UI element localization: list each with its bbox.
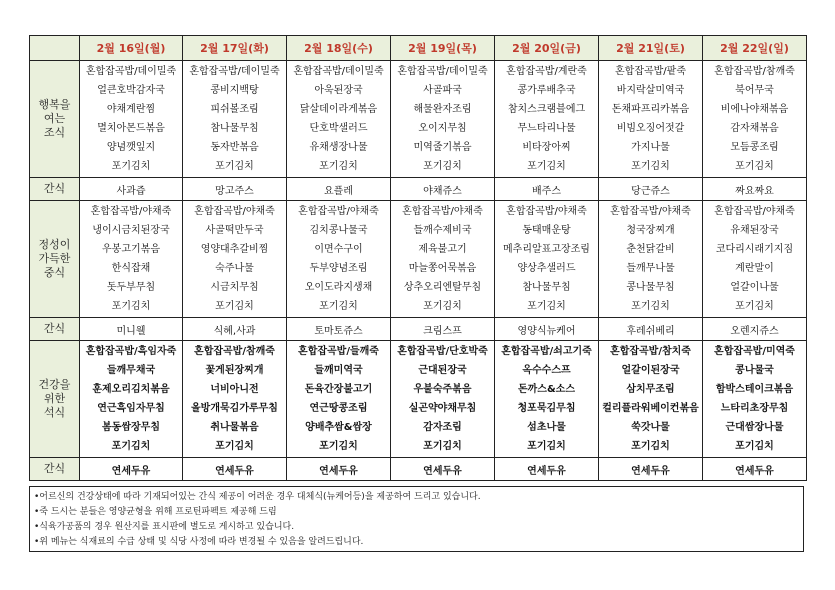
row-label-text: 행복을 여는 조식 xyxy=(38,98,71,139)
menu-item: 혼합잡곡밥/흑임자죽 xyxy=(85,346,177,357)
menu-item: 근대쌈장나물 xyxy=(725,422,784,433)
menu-item: 포기김치 xyxy=(215,161,254,172)
snack-cell: 연세두유 xyxy=(287,458,391,481)
menu-item: 양상추샐러드 xyxy=(517,263,576,274)
snack-row-1 xyxy=(30,178,807,201)
breakfast-cell xyxy=(183,61,287,178)
menu-item: 포기김치 xyxy=(111,301,151,312)
menu-item: 혼합잡곡밥/야채죽 xyxy=(714,206,795,217)
menu-item: 포기김치 xyxy=(631,301,670,312)
menu-item: 영양대추갈비찜 xyxy=(200,244,269,255)
lunch-cell xyxy=(287,201,391,318)
menu-item: 코다리시래기지짐 xyxy=(715,244,794,255)
menu-item: 포기김치 xyxy=(735,301,774,312)
row-label-snack: 간식 xyxy=(30,458,80,481)
menu-item: 혼합잡곡밥/참치죽 xyxy=(610,346,691,357)
snack-cell: 영양식뉴케어 xyxy=(495,318,599,341)
snack-cell: 미니웰 xyxy=(80,318,183,341)
menu-item: 마늘쫑어묵볶음 xyxy=(408,263,477,274)
menu-item: 피쉬볼조림 xyxy=(210,104,259,115)
menu-item: 돈육간장불고기 xyxy=(304,384,373,395)
menu-item: 꽃게된장찌개 xyxy=(205,365,264,376)
snack-cell: 요플레 xyxy=(287,178,391,201)
menu-item: 닭살데이라게볶음 xyxy=(299,104,378,115)
menu-item: 섬초나물 xyxy=(527,422,566,433)
menu-item: 쑥갓나물 xyxy=(631,422,670,433)
row-label-dinner xyxy=(30,341,80,458)
menu-item: 참나물무침 xyxy=(210,123,259,134)
snack-cell: 연세두유 xyxy=(599,458,703,481)
menu-item: 포기김치 xyxy=(735,441,774,452)
menu-item: 얼갈이나물 xyxy=(730,282,779,293)
dinner-cell xyxy=(495,341,599,458)
menu-item: 두부양념조림 xyxy=(309,263,368,274)
lunch-cell xyxy=(703,201,807,318)
menu-item: 상추오리엔탈무침 xyxy=(403,282,482,293)
menu-item: 제육불고기 xyxy=(418,244,467,255)
menu-item: 포기김치 xyxy=(215,441,254,452)
menu-item: 아욱된장국 xyxy=(314,85,363,96)
note-line: •죽 드시는 분들은 영양균형을 위해 프로틴파펙트 제공해 드림 xyxy=(34,507,277,517)
menu-item: 비빔오징어젓갈 xyxy=(616,123,685,134)
snack-cell: 연세두유 xyxy=(183,458,287,481)
menu-item: 포기김치 xyxy=(423,441,462,452)
menu-item: 무느타리나물 xyxy=(517,123,576,134)
menu-item: 이면수구이 xyxy=(314,244,363,255)
menu-item: 봄동쌈장무침 xyxy=(102,422,160,433)
row-label-text: 정성이 가득한 중식 xyxy=(38,238,71,279)
menu-item: 혼합잡곡밥/야채죽 xyxy=(298,206,379,217)
menu-item: 올방개묵김가루무침 xyxy=(191,403,278,414)
menu-item: 참치스크램블에그 xyxy=(507,104,586,115)
dinner-cell xyxy=(599,341,703,458)
note-line: •위 메뉴는 식재료의 수급 상태 및 식당 사정에 따라 변경될 수 있음을 알려드립니다. xyxy=(34,537,364,547)
menu-item: 혼합잡곡밥/참깨죽 xyxy=(714,66,795,77)
day-header: 2월 20일(금) xyxy=(495,36,599,61)
menu-item: 동자반볶음 xyxy=(210,142,259,153)
menu-item: 돈까스&소스 xyxy=(517,384,576,395)
menu-item: 포기김치 xyxy=(423,161,462,172)
menu-item: 혼합잡곡밥/데이밀죽 xyxy=(397,66,488,77)
menu-item: 사골파국 xyxy=(423,85,462,96)
note-line: •어르신의 건강상태에 따라 기재되어있는 간식 제공이 어려운 경우 대체식(뉴케어등)을 제공하여 드리고 있습니다. xyxy=(34,492,481,502)
menu-item: 훈제오리김치볶음 xyxy=(92,384,170,395)
day-header: 2월 18일(수) xyxy=(287,36,391,61)
corner-cell xyxy=(30,36,80,61)
menu-item: 양배추쌈&쌈장 xyxy=(305,422,372,433)
menu-item: 멸치아몬드볶음 xyxy=(97,123,165,134)
lunch-cell xyxy=(80,201,183,318)
menu-item: 혼합잡곡밥/데이밀죽 xyxy=(293,66,384,77)
snack-cell: 연세두유 xyxy=(80,458,183,481)
menu-item: 연근흑임자무침 xyxy=(97,403,165,414)
menu-item: 들깨수제비국 xyxy=(413,225,472,236)
menu-item: 컬리플라워베이컨볶음 xyxy=(602,403,699,414)
menu-item: 동태매운탕 xyxy=(522,225,571,236)
menu-item: 혼합잡곡밥/야채죽 xyxy=(402,206,483,217)
menu-item: 콩가루배추국 xyxy=(517,85,576,96)
dinner-cell xyxy=(80,341,183,458)
menu-item: 삼치무조림 xyxy=(626,384,675,395)
snack-cell: 망고주스 xyxy=(183,178,287,201)
snack-cell: 연세두유 xyxy=(495,458,599,481)
breakfast-cell xyxy=(80,61,183,178)
breakfast-cell xyxy=(599,61,703,178)
menu-item: 사골떡만두국 xyxy=(205,225,264,236)
menu-item: 연근땅콩조림 xyxy=(309,403,368,414)
menu-item: 포기김치 xyxy=(527,161,566,172)
menu-item: 춘천닭갈비 xyxy=(626,244,675,255)
menu-item: 포기김치 xyxy=(527,441,566,452)
menu-item: 모듬콩조림 xyxy=(730,142,779,153)
snack-cell: 연세두유 xyxy=(703,458,807,481)
row-label-snack: 간식 xyxy=(30,178,80,201)
menu-item: 포기김치 xyxy=(111,441,151,452)
menu-item: 포기김치 xyxy=(319,441,358,452)
menu-item: 콩나물국 xyxy=(735,365,774,376)
dinner-row xyxy=(30,341,807,458)
dinner-cell xyxy=(703,341,807,458)
menu-item: 시금치무침 xyxy=(210,282,259,293)
menu-item: 포기김치 xyxy=(423,301,462,312)
lunch-cell xyxy=(495,201,599,318)
menu-item: 혼합잡곡밥/데이밀죽 xyxy=(189,66,280,77)
menu-item: 들깨무채국 xyxy=(106,365,156,376)
notes-box xyxy=(29,486,804,552)
menu-item: 돈채파프리카볶음 xyxy=(611,104,690,115)
menu-item: 너비아니전 xyxy=(210,384,259,395)
day-header: 2월 22일(일) xyxy=(703,36,807,61)
lunch-cell xyxy=(599,201,703,318)
menu-item: 미역줄기볶음 xyxy=(413,142,472,153)
menu-item: 혼합잡곡밥/참깨죽 xyxy=(194,346,275,357)
menu-item: 느타리초장무침 xyxy=(720,403,789,414)
menu-item: 북어무국 xyxy=(735,85,774,96)
menu-item: 우불숙주볶음 xyxy=(413,384,472,395)
menu-item: 비에나야채볶음 xyxy=(720,104,789,115)
menu-item: 냉이시금치된장국 xyxy=(92,225,170,236)
menu-item: 돗두부무침 xyxy=(106,282,156,293)
menu-item: 양념깻잎지 xyxy=(106,142,156,153)
note-line: •식육가공품의 경우 원산지를 표시판에 별도로 게시하고 있습니다. xyxy=(34,522,295,532)
menu-item: 혼합잡곡밥/야채죽 xyxy=(90,206,172,217)
dinner-cell xyxy=(183,341,287,458)
menu-item: 함박스테이크볶음 xyxy=(715,384,794,395)
menu-item: 들깨미역국 xyxy=(314,365,363,376)
breakfast-cell xyxy=(391,61,495,178)
menu-item: 실곤약야채무침 xyxy=(408,403,477,414)
menu-item: 가지나물 xyxy=(631,142,670,153)
snack-cell: 짜요짜요 xyxy=(703,178,807,201)
menu-item: 취나물볶음 xyxy=(210,422,259,433)
menu-item: 얼갈이된장국 xyxy=(621,365,680,376)
row-label-breakfast xyxy=(30,61,80,178)
menu-item: 혼합잡곡밥/야채죽 xyxy=(194,206,275,217)
menu-item: 청포묵김무침 xyxy=(517,403,576,414)
lunch-cell xyxy=(391,201,495,318)
breakfast-row xyxy=(30,61,807,178)
lunch-cell xyxy=(183,201,287,318)
menu-item: 포기김치 xyxy=(735,161,774,172)
menu-item: 혼합잡곡밥/데이밀죽 xyxy=(85,66,177,77)
snack-cell: 오렌지쥬스 xyxy=(703,318,807,341)
snack-row-2 xyxy=(30,318,807,341)
snack-cell: 후레쉬베리 xyxy=(599,318,703,341)
menu-item: 우봉고기볶음 xyxy=(102,244,160,255)
menu-item: 청국장찌개 xyxy=(626,225,675,236)
menu-item: 계란말이 xyxy=(735,263,774,274)
menu-item: 감자조림 xyxy=(423,422,462,433)
menu-item: 포기김치 xyxy=(319,161,358,172)
menu-item: 오이도라지생채 xyxy=(304,282,373,293)
header-row xyxy=(30,36,807,61)
menu-item: 야채계란찜 xyxy=(106,104,156,115)
snack-cell: 당근쥬스 xyxy=(599,178,703,201)
snack-cell: 토마토쥬스 xyxy=(287,318,391,341)
menu-item: 유채생장나물 xyxy=(309,142,368,153)
row-label-snack: 간식 xyxy=(30,318,80,341)
breakfast-cell xyxy=(287,61,391,178)
menu-item: 참나물무침 xyxy=(522,282,571,293)
menu-item: 혼합잡곡밥/들깨죽 xyxy=(298,346,379,357)
snack-cell: 식혜,사과 xyxy=(183,318,287,341)
menu-item: 근대된장국 xyxy=(418,365,467,376)
row-label-lunch xyxy=(30,201,80,318)
menu-item: 얼큰호박감자국 xyxy=(97,85,165,96)
snack-cell: 야채쥬스 xyxy=(391,178,495,201)
menu-item: 해물완자조림 xyxy=(413,104,472,115)
menu-item: 숙주나물 xyxy=(215,263,254,274)
menu-item: 김치콩나물국 xyxy=(309,225,368,236)
menu-item: 혼합잡곡밥/쇠고기죽 xyxy=(501,346,592,357)
menu-item: 오이지무침 xyxy=(418,123,467,134)
menu-item: 포기김치 xyxy=(111,161,151,172)
menu-item: 콩비지백탕 xyxy=(210,85,259,96)
menu-item: 혼합잡곡밥/팥죽 xyxy=(615,66,686,77)
snack-cell: 사과즙 xyxy=(80,178,183,201)
menu-item: 포기김치 xyxy=(527,301,566,312)
breakfast-cell xyxy=(495,61,599,178)
snack-cell: 크림스프 xyxy=(391,318,495,341)
menu-item: 포기김치 xyxy=(319,301,358,312)
menu-item: 혼합잡곡밥/미역죽 xyxy=(714,346,795,357)
menu-item: 혼합잡곡밥/야채죽 xyxy=(610,206,691,217)
snack-row-3 xyxy=(30,458,807,481)
menu-item: 유채된장국 xyxy=(730,225,779,236)
weekly-menu-table xyxy=(29,35,807,481)
menu-item: 바지락살미역국 xyxy=(616,85,685,96)
breakfast-cell xyxy=(703,61,807,178)
snack-cell: 연세두유 xyxy=(391,458,495,481)
lunch-row xyxy=(30,201,807,318)
menu-item: 혼합잡곡밥/계란죽 xyxy=(506,66,587,77)
snack-cell: 배주스 xyxy=(495,178,599,201)
menu-item: 혼합잡곡밥/단호박죽 xyxy=(397,346,488,357)
menu-item: 혼합잡곡밥/야채죽 xyxy=(506,206,587,217)
menu-item: 한식잡채 xyxy=(111,263,151,274)
menu-item: 단호박샐러드 xyxy=(309,123,368,134)
menu-item: 들깨무나물 xyxy=(626,263,675,274)
day-header: 2월 17일(화) xyxy=(183,36,287,61)
menu-item: 콩나물무침 xyxy=(626,282,675,293)
menu-item: 포기김치 xyxy=(631,441,670,452)
menu-item: 옥수수스프 xyxy=(522,365,571,376)
menu-item: 포기김치 xyxy=(631,161,670,172)
day-header: 2월 16일(월) xyxy=(80,36,183,61)
dinner-cell xyxy=(287,341,391,458)
day-header: 2월 19일(목) xyxy=(391,36,495,61)
day-header: 2월 21일(토) xyxy=(599,36,703,61)
menu-item: 감자채볶음 xyxy=(730,123,779,134)
menu-item: 비타장아찌 xyxy=(522,142,571,153)
dinner-cell xyxy=(391,341,495,458)
row-label-text: 건강을 위한 석식 xyxy=(38,378,71,419)
menu-item: 포기김치 xyxy=(215,301,254,312)
menu-item: 메추리알표고장조림 xyxy=(503,244,590,255)
